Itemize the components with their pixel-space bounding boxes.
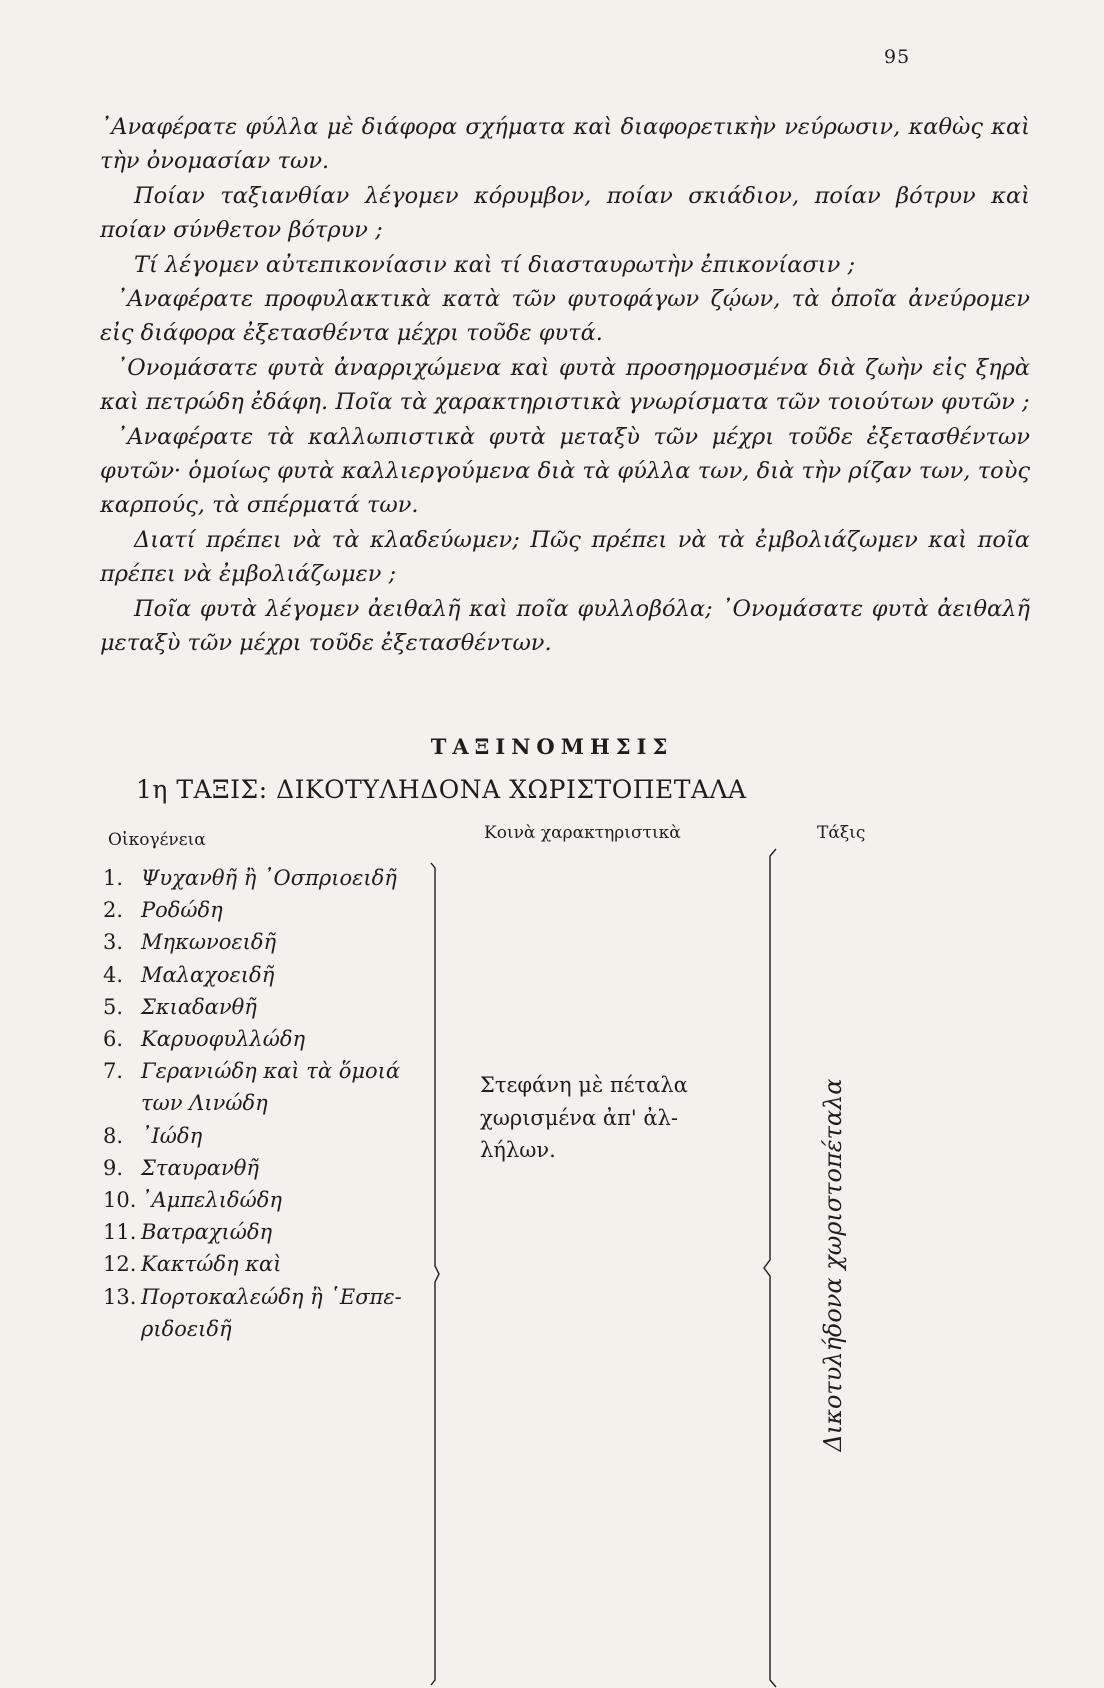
feature-line: χωρισμένα ἀπ' ἀλ- [480, 1105, 678, 1130]
family-item [103, 926, 463, 958]
class-name-vertical: Δικοτυλήδονα χωριστοπέταλα [819, 1078, 847, 1452]
family-name: Γερανιώδη καὶ τὰ ὅμοιά [141, 1059, 401, 1084]
family-number: 10. [103, 1188, 137, 1213]
question-paragraph: Ποῖα φυτὰ λέγομεν ἀειθαλῆ καὶ ποῖα φυλλοβόλα; ᾿Ονομάσατε φυτὰ ἀειθαλῆ μεταξὺ τῶν μέχρι τοῦδε ἐξετασθέντων. [100, 595, 1030, 657]
family-name: Πορτοκαλεώδη ἢ ῾Εσπε- [141, 1284, 402, 1309]
feature-line: Στεφάνη μὲ πέταλα [480, 1073, 688, 1097]
family-list [103, 862, 463, 1345]
family-item [103, 1248, 463, 1280]
family-item-continuation [103, 1087, 463, 1119]
right-brace [763, 848, 777, 1688]
family-number: 2. [103, 898, 124, 923]
family-item [103, 1120, 463, 1152]
family-number: 5. [103, 994, 124, 1019]
family-name: Κακτώδη καὶ [141, 1252, 282, 1277]
left-brace [430, 862, 440, 1686]
family-name: Μαλαχοειδῆ [141, 962, 275, 987]
family-item [103, 1055, 463, 1087]
family-name: ᾿Αμπελιδώδη [141, 1188, 282, 1213]
question-paragraph: ᾿Ονομάσατε φυτὰ ἀναρριχώμενα καὶ φυτὰ προσηρμοσμένα διὰ ζωὴν εἰς ξηρὰ καὶ πετρώδη ἐδάφη. Ποῖα τὰ χαρακτηριστικὰ γνωρίσματα τῶν τοιούτων φυτῶν ; [100, 354, 1030, 416]
family-name: Σκιαδανθῆ [141, 994, 257, 1019]
family-name: ᾿Ιώδη [141, 1123, 203, 1148]
question-paragraph: ᾿Αναφέρατε προφυλακτικὰ κατὰ τῶν φυτοφάγων ζῴων, τὰ ὁποῖα ἀνεύρομεν εἰς διάφορα ἐξετασθέντα μέχρι τοῦδε φυτά. [100, 286, 1030, 347]
class-heading: 1η ΤΑΞΙΣ: ΔΙΚΟΤΥΛΗΔΟΝΑ ΧΩΡΙΣΤΟΠΕΤΑΛΑ [136, 775, 747, 804]
section-title: ΤΑΞΙΝΟΜΗΣΙΣ [430, 734, 674, 759]
question-paragraph: ᾿Αναφέρατε τὰ καλλωπιστικὰ φυτὰ μεταξὺ τῶν μέχρι τοῦδε ἐξετασθέντων φυτῶν· ὁμοίως φυτὰ καλλιεργούμενα διὰ τὰ φύλλα των, διὰ τὴν ρίζαν των, τοὺς καρπούς, τὰ σπέρματά των. [100, 423, 1030, 519]
column-header-class: Τάξις [817, 823, 866, 843]
family-number: 6. [103, 1027, 124, 1052]
question-paragraph: Διατί πρέπει νὰ τὰ κλαδεύωμεν; Πῶς πρέπει νὰ τὰ ἐμβολιάζωμεν καὶ ποῖα πρέπει νὰ ἐμβολιάζωμεν ; [100, 526, 1030, 588]
family-item [103, 1152, 463, 1184]
page-number: 95 [884, 46, 911, 68]
family-number: 1. [103, 866, 124, 890]
family-item [103, 1216, 463, 1248]
family-name: Ροδώδη [141, 898, 223, 923]
family-number: 7. [103, 1059, 124, 1084]
family-number: 4. [103, 962, 124, 987]
column-header-common: Κοινὰ χαρακτηριστικὰ [484, 823, 681, 843]
question-paragraph: ᾿Αναφέρατε φύλλα μὲ διάφορα σχήματα καὶ διαφορετικὴν νεύρωσιν, καθὼς καὶ τὴν ὀνομασίαν των. [100, 114, 1030, 175]
family-item [103, 991, 463, 1023]
question-paragraph: Τί λέγομεν αὐτεπικονίασιν καὶ τί διασταυρωτὴν ἐπικονίασιν ; [134, 251, 856, 278]
family-number: 13. [103, 1284, 137, 1309]
class-name-box [788, 850, 878, 1680]
family-name: Σταυρανθῆ [141, 1155, 259, 1180]
feature-line: λήλων. [480, 1138, 556, 1162]
common-features [480, 1069, 770, 1167]
family-item [103, 1184, 463, 1216]
family-name: ριδοειδῆ [141, 1316, 232, 1341]
family-name: Μηκωνοειδῆ [141, 930, 277, 955]
family-number: 12. [103, 1252, 137, 1277]
family-name: των Λινώδη [141, 1091, 268, 1116]
family-number: 3. [103, 930, 124, 955]
family-number: 11. [103, 1220, 137, 1245]
family-item [103, 959, 463, 991]
family-item [103, 1281, 463, 1313]
family-name: Καρυοφυλλώδη [141, 1027, 306, 1052]
family-item [103, 862, 463, 894]
column-header-family: Οἰκογένεια [108, 830, 206, 850]
family-number: 9. [103, 1155, 124, 1180]
family-item [103, 894, 463, 926]
family-name: Ψυχανθῆ ἢ ᾿Οσπριοειδῆ [141, 866, 397, 890]
family-item-continuation [103, 1313, 463, 1345]
family-number: 8. [103, 1123, 124, 1148]
family-item [103, 1023, 463, 1055]
question-paragraph: Ποίαν ταξιανθίαν λέγομεν κόρυμβον, ποίαν σκιάδιον, ποίαν βότρυν καὶ ποίαν σύνθετον βότρυν ; [100, 182, 1030, 244]
family-name: Βατραχιώδη [141, 1220, 273, 1245]
review-questions [100, 110, 1030, 661]
